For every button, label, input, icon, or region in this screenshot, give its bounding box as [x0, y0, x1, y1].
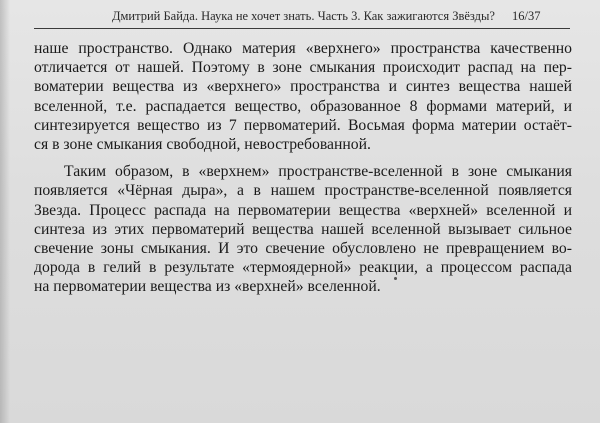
scan-speck — [394, 277, 397, 280]
text-line: появляется «Чёрная дыра», а в нашем пространстве-вселенной появляется — [34, 182, 572, 200]
text-line: воматерии вещества из «верхнего» пространства и синтез вещества нашей — [34, 78, 572, 96]
paragraph-1 — [34, 39, 572, 154]
header-title: Дмитрий Байда. Наука не хочет знать. Часть 3. Как зажигаются Звёзды? — [112, 9, 495, 23]
text-line: Таким образом, в «верхнем» пространстве-вселенной в зоне смыкания — [64, 163, 572, 181]
page-header — [0, 0, 600, 34]
page-edge-shadow — [0, 0, 10, 423]
text-line: на первоматерии вещества из «верхней» вселенной. — [34, 278, 381, 296]
header-divider — [34, 28, 570, 29]
text-line: синтеза из этих первоматерий вещества нашей вселенной вызывает сильное — [34, 220, 572, 238]
paragraph-2 — [34, 162, 572, 296]
text-line: дорода в гелий в результате «термоядерной» реакции, а процессом распада — [34, 259, 572, 277]
body-text — [34, 39, 572, 297]
text-line: свечение зоны смыкания. И это свечение обусловлено не превращением во- — [34, 240, 572, 258]
text-line: вселенной, т.е. распадается вещество, образованное 8 формами материй, и — [34, 97, 572, 115]
text-line: синтезируется вещество из 7 первоматерий. Восьмая форма материи остаёт- — [34, 116, 572, 134]
text-line: ся в зоне смыкания свободной, невостребованной. — [34, 136, 371, 154]
text-line: отличается от нашей. Поэтому в зоне смыкания происходит распад на пер- — [34, 59, 572, 77]
page-number: 16/37 — [512, 9, 541, 23]
text-line: наше пространство. Однако материя «верхнего» пространства качественно — [34, 40, 572, 57]
text-line: Звезда. Процесс распада на первоматерии вещества «верхней» вселенной и — [34, 201, 572, 219]
